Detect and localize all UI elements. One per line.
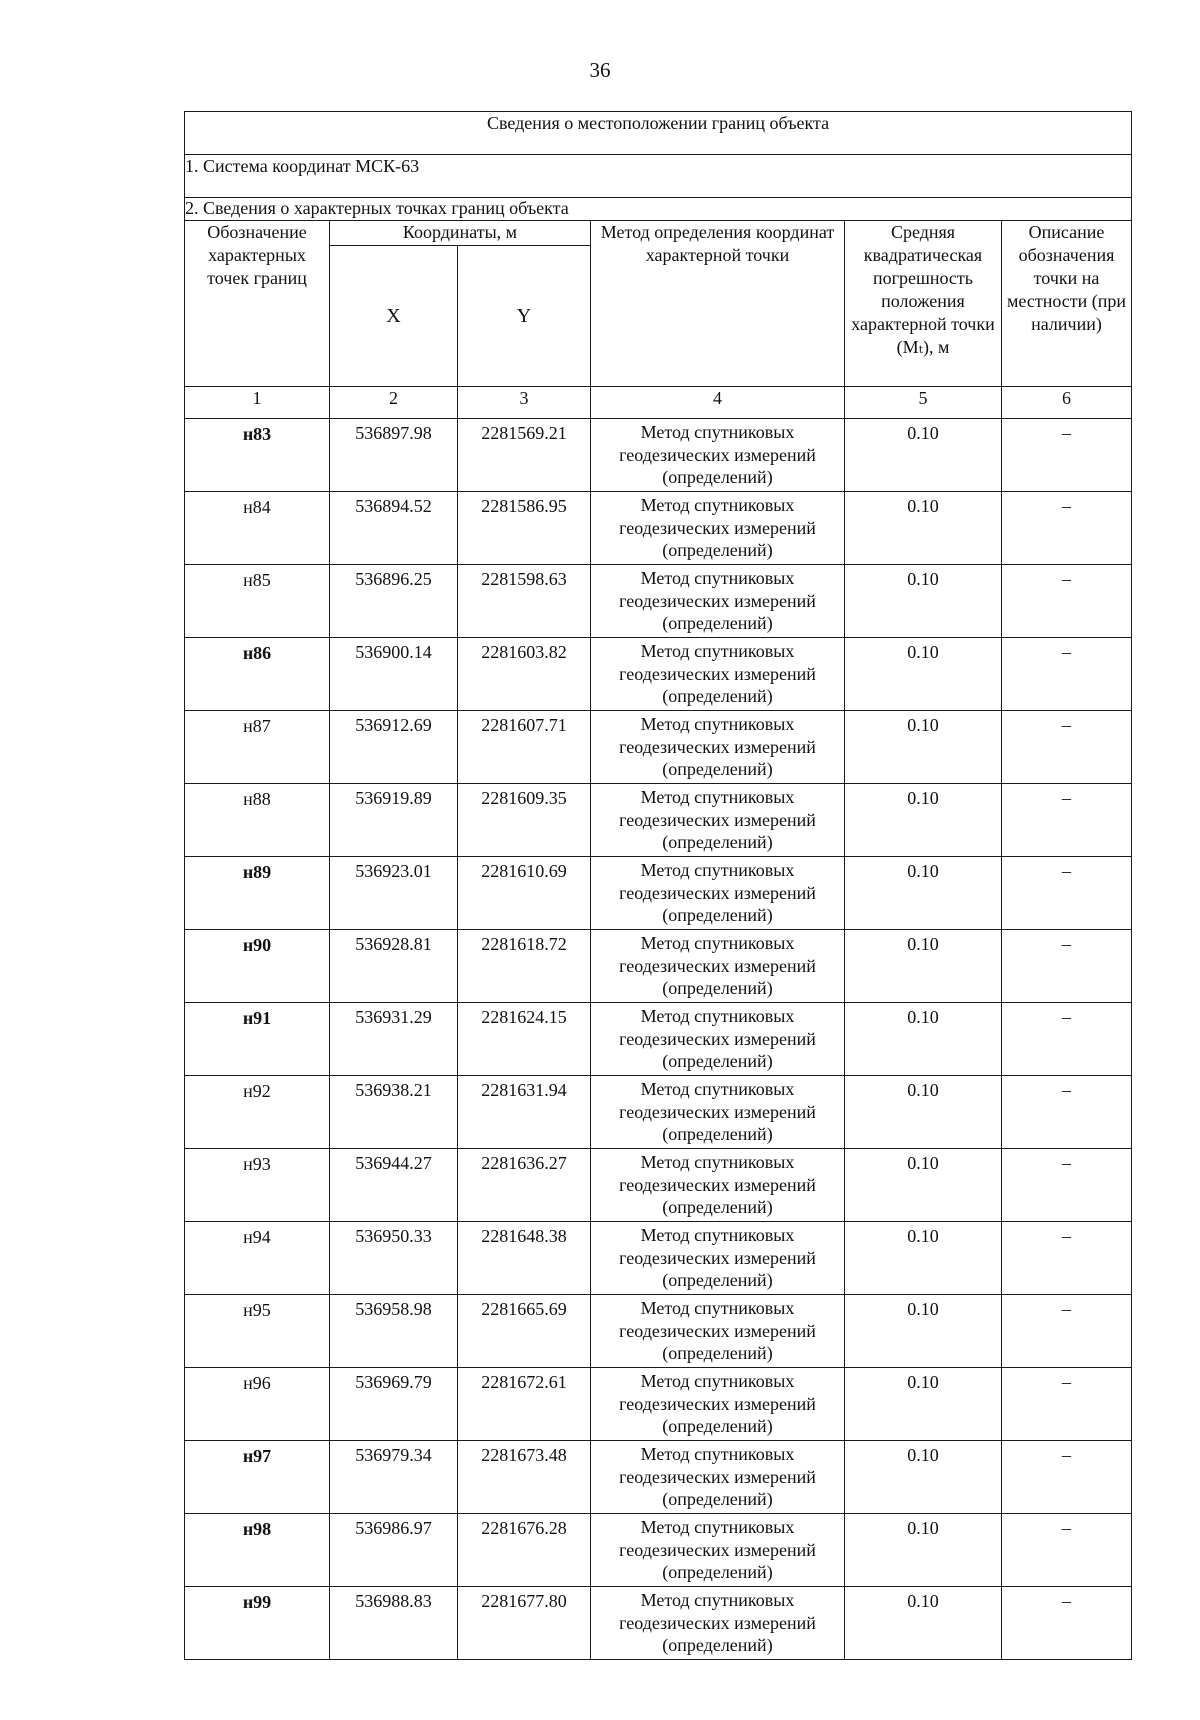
y-cell: 2281609.35	[458, 784, 591, 857]
error-cell: 0.10	[845, 1368, 1002, 1441]
error-cell: 0.10	[845, 419, 1002, 492]
point-cell: н92	[185, 1076, 330, 1149]
y-cell: 2281677.80	[458, 1587, 591, 1660]
y-cell: 2281598.63	[458, 565, 591, 638]
point-cell: н83	[185, 419, 330, 492]
error-cell: 0.10	[845, 784, 1002, 857]
x-cell: 536931.29	[330, 1003, 458, 1076]
coordinate-system: 1. Система координат МСК-63	[185, 155, 1132, 198]
method-cell: Метод спутниковых геодезических измерений (определений)	[591, 1076, 845, 1149]
method-cell: Метод спутниковых геодезических измерений (определений)	[591, 419, 845, 492]
description-cell: –	[1002, 784, 1132, 857]
point-cell: н98	[185, 1514, 330, 1587]
x-cell: 536896.25	[330, 565, 458, 638]
method-cell: Метод спутниковых геодезических измерений (определений)	[591, 1441, 845, 1514]
method-cell: Метод спутниковых геодезических измерений (определений)	[591, 1222, 845, 1295]
description-cell: –	[1002, 930, 1132, 1003]
table-row	[185, 1149, 1132, 1222]
header-point: Обозначение характерных точек границ	[185, 221, 330, 387]
table-row	[185, 1295, 1132, 1368]
column-number: 3	[458, 387, 591, 419]
column-number: 2	[330, 387, 458, 419]
point-cell: н99	[185, 1587, 330, 1660]
description-cell: –	[1002, 1368, 1132, 1441]
y-cell: 2281665.69	[458, 1295, 591, 1368]
point-cell: н95	[185, 1295, 330, 1368]
y-cell: 2281618.72	[458, 930, 591, 1003]
method-cell: Метод спутниковых геодезических измерений (определений)	[591, 1149, 845, 1222]
table-row	[185, 1222, 1132, 1295]
error-cell: 0.10	[845, 1149, 1002, 1222]
x-cell: 536923.01	[330, 857, 458, 930]
method-cell: Метод спутниковых геодезических измерений (определений)	[591, 930, 845, 1003]
header-x: X	[330, 246, 458, 387]
point-cell: н91	[185, 1003, 330, 1076]
table-row	[185, 565, 1132, 638]
description-cell: –	[1002, 419, 1132, 492]
column-number: 5	[845, 387, 1002, 419]
x-cell: 536928.81	[330, 930, 458, 1003]
point-cell: н93	[185, 1149, 330, 1222]
x-cell: 536979.34	[330, 1441, 458, 1514]
x-cell: 536988.83	[330, 1587, 458, 1660]
method-cell: Метод спутниковых геодезических измерений (определений)	[591, 1514, 845, 1587]
x-cell: 536897.98	[330, 419, 458, 492]
point-cell: н94	[185, 1222, 330, 1295]
column-numbers-row	[185, 387, 1132, 419]
description-cell: –	[1002, 638, 1132, 711]
table-row	[185, 857, 1132, 930]
x-cell: 536912.69	[330, 711, 458, 784]
method-cell: Метод спутниковых геодезических измерений (определений)	[591, 784, 845, 857]
error-cell: 0.10	[845, 1222, 1002, 1295]
y-cell: 2281569.21	[458, 419, 591, 492]
description-cell: –	[1002, 565, 1132, 638]
point-cell: н96	[185, 1368, 330, 1441]
x-cell: 536894.52	[330, 492, 458, 565]
table-row	[185, 1514, 1132, 1587]
method-cell: Метод спутниковых геодезических измерений (определений)	[591, 711, 845, 784]
error-cell: 0.10	[845, 638, 1002, 711]
table-row	[185, 638, 1132, 711]
table-row	[185, 419, 1132, 492]
description-cell: –	[1002, 1514, 1132, 1587]
point-cell: н85	[185, 565, 330, 638]
x-cell: 536969.79	[330, 1368, 458, 1441]
x-cell: 536900.14	[330, 638, 458, 711]
table-row	[185, 1587, 1132, 1660]
column-number: 4	[591, 387, 845, 419]
method-cell: Метод спутниковых геодезических измерений (определений)	[591, 638, 845, 711]
point-cell: н88	[185, 784, 330, 857]
header-description: Описание обозначения точки на местности (при наличии)	[1002, 221, 1132, 387]
point-cell: н86	[185, 638, 330, 711]
y-cell: 2281676.28	[458, 1514, 591, 1587]
method-cell: Метод спутниковых геодезических измерений (определений)	[591, 1587, 845, 1660]
point-cell: н89	[185, 857, 330, 930]
description-cell: –	[1002, 1222, 1132, 1295]
method-cell: Метод спутниковых геодезических измерений (определений)	[591, 1003, 845, 1076]
method-cell: Метод спутниковых геодезических измерений (определений)	[591, 492, 845, 565]
point-cell: н87	[185, 711, 330, 784]
description-cell: –	[1002, 1076, 1132, 1149]
error-cell: 0.10	[845, 1514, 1002, 1587]
description-cell: –	[1002, 492, 1132, 565]
table-title: Сведения о местоположении границ объекта	[185, 112, 1132, 155]
section-title: 2. Сведения о характерных точках границ объекта	[185, 198, 1132, 221]
y-cell: 2281631.94	[458, 1076, 591, 1149]
table-row	[185, 1441, 1132, 1514]
error-cell: 0.10	[845, 1003, 1002, 1076]
y-cell: 2281610.69	[458, 857, 591, 930]
point-cell: н90	[185, 930, 330, 1003]
x-cell: 536986.97	[330, 1514, 458, 1587]
x-cell: 536919.89	[330, 784, 458, 857]
error-cell: 0.10	[845, 711, 1002, 784]
table-row	[185, 784, 1132, 857]
table-row	[185, 492, 1132, 565]
header-error: Средняя квадратическая погрешность положения характерной точки (Mₜ), м	[845, 221, 1002, 387]
y-cell: 2281607.71	[458, 711, 591, 784]
y-cell: 2281648.38	[458, 1222, 591, 1295]
y-cell: 2281672.61	[458, 1368, 591, 1441]
boundary-points-table	[184, 111, 1132, 1660]
description-cell: –	[1002, 711, 1132, 784]
error-cell: 0.10	[845, 492, 1002, 565]
column-number: 1	[185, 387, 330, 419]
method-cell: Метод спутниковых геодезических измерений (определений)	[591, 857, 845, 930]
table-row	[185, 1003, 1132, 1076]
x-cell: 536944.27	[330, 1149, 458, 1222]
error-cell: 0.10	[845, 1295, 1002, 1368]
error-cell: 0.10	[845, 857, 1002, 930]
error-cell: 0.10	[845, 1076, 1002, 1149]
description-cell: –	[1002, 857, 1132, 930]
method-cell: Метод спутниковых геодезических измерений (определений)	[591, 1368, 845, 1441]
table-row	[185, 1368, 1132, 1441]
method-cell: Метод спутниковых геодезических измерений (определений)	[591, 1295, 845, 1368]
x-cell: 536958.98	[330, 1295, 458, 1368]
table-row	[185, 1076, 1132, 1149]
description-cell: –	[1002, 1003, 1132, 1076]
description-cell: –	[1002, 1149, 1132, 1222]
description-cell: –	[1002, 1441, 1132, 1514]
header-y: Y	[458, 246, 591, 387]
error-cell: 0.10	[845, 930, 1002, 1003]
x-cell: 536938.21	[330, 1076, 458, 1149]
description-cell: –	[1002, 1295, 1132, 1368]
error-cell: 0.10	[845, 1441, 1002, 1514]
y-cell: 2281636.27	[458, 1149, 591, 1222]
page-number: 36	[589, 58, 611, 82]
y-cell: 2281586.95	[458, 492, 591, 565]
error-cell: 0.10	[845, 565, 1002, 638]
point-cell: н97	[185, 1441, 330, 1514]
x-cell: 536950.33	[330, 1222, 458, 1295]
method-cell: Метод спутниковых геодезических измерений (определений)	[591, 565, 845, 638]
y-cell: 2281673.48	[458, 1441, 591, 1514]
description-cell: –	[1002, 1587, 1132, 1660]
table-row	[185, 711, 1132, 784]
y-cell: 2281624.15	[458, 1003, 591, 1076]
header-coords: Координаты, м	[330, 221, 591, 246]
y-cell: 2281603.82	[458, 638, 591, 711]
header-method: Метод определения координат характерной точки	[591, 221, 845, 387]
column-number: 6	[1002, 387, 1132, 419]
table-row	[185, 930, 1132, 1003]
point-cell: н84	[185, 492, 330, 565]
error-cell: 0.10	[845, 1587, 1002, 1660]
